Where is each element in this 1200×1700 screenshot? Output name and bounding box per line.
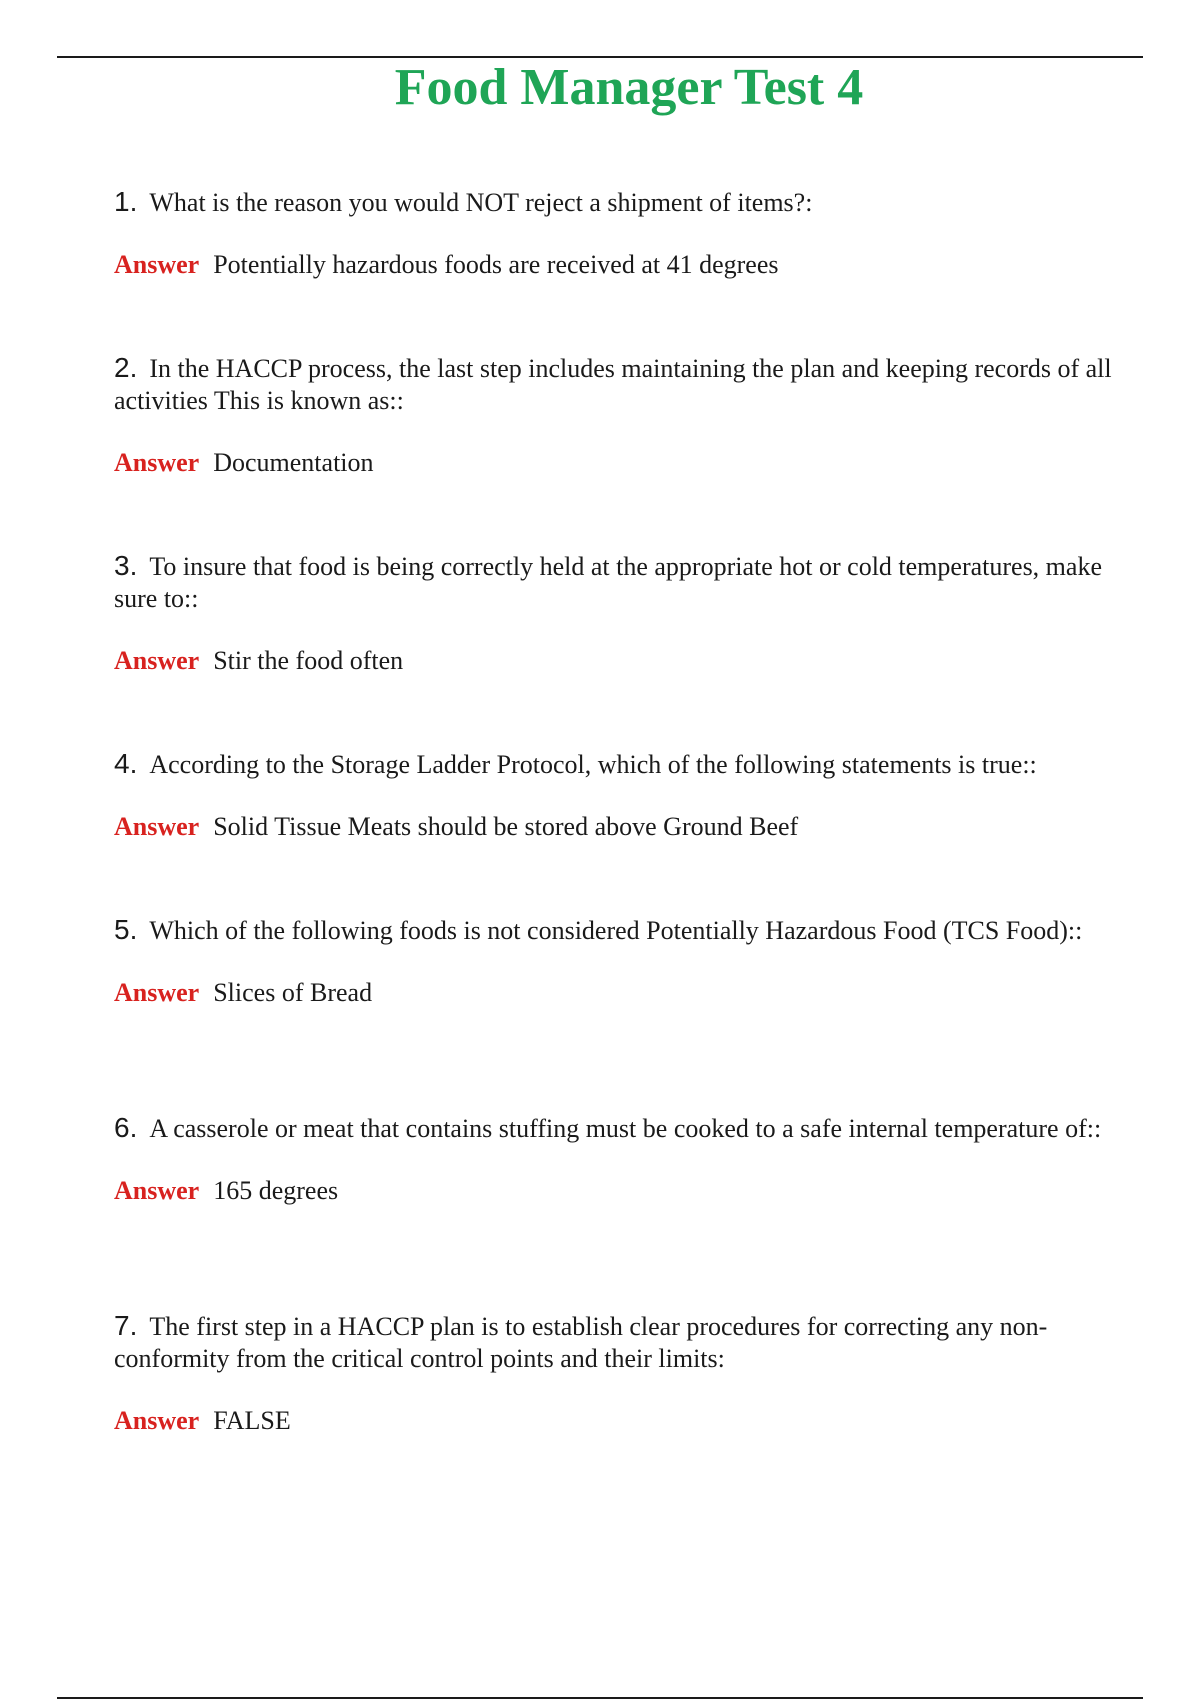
answer-line <box>114 1405 1134 1437</box>
answer-text: 165 degrees <box>213 1176 339 1205</box>
bottom-rule <box>57 1697 1143 1699</box>
question-block-6 <box>114 1112 1134 1207</box>
question-number: 3. <box>114 550 138 581</box>
answer-label: Answer <box>114 250 200 279</box>
question-text: 6. A casserole or meat that contains stuffing must be cooked to a safe internal temperature of:: <box>114 1112 1102 1143</box>
question-text: 7. The first step in a HACCP plan is to establish clear procedures for correcting any non-conformity from the critical control points and their limits: <box>114 1310 1048 1373</box>
answer-label: Answer <box>114 978 200 1007</box>
answer-text: Stir the food often <box>213 646 404 675</box>
answer-line <box>114 977 1134 1009</box>
answer-text: Slices of Bread <box>213 978 373 1007</box>
question-text: 1. What is the reason you would NOT reject a shipment of items?: <box>114 186 813 217</box>
question-text: 3. To insure that food is being correctly held at the appropriate hot or cold temperatures, make sure to:: <box>114 550 1102 613</box>
question-block-1 <box>114 186 1134 281</box>
answer-line <box>114 447 1134 479</box>
question-number: 1. <box>114 186 138 217</box>
question-block-7 <box>114 1310 1134 1437</box>
question-block-5 <box>114 914 1134 1009</box>
question-number: 6. <box>114 1112 138 1143</box>
answer-line <box>114 249 1134 281</box>
question-number: 5. <box>114 914 138 945</box>
question-block-4 <box>114 748 1134 843</box>
answer-line <box>114 1175 1134 1207</box>
answer-text: Documentation <box>213 448 374 477</box>
answer-line <box>114 811 1134 843</box>
answer-label: Answer <box>114 1406 200 1435</box>
answer-line <box>114 645 1134 677</box>
answer-label: Answer <box>114 646 200 675</box>
answer-text: FALSE <box>213 1406 291 1435</box>
question-block-3 <box>114 550 1134 677</box>
answer-label: Answer <box>114 1176 200 1205</box>
question-number: 7. <box>114 1310 138 1341</box>
question-block-2 <box>114 352 1134 479</box>
answer-label: Answer <box>114 812 200 841</box>
question-text: 2. In the HACCP process, the last step includes maintaining the plan and keeping records of all activities This is known as:: <box>114 352 1112 415</box>
question-text: 5. Which of the following foods is not considered Potentially Hazardous Food (TCS Food):: <box>114 914 1083 945</box>
answer-text: Potentially hazardous foods are received at 41 degrees <box>213 250 779 279</box>
question-text: 4. According to the Storage Ladder Protocol, which of the following statements is true:: <box>114 748 1037 779</box>
question-number: 4. <box>114 748 138 779</box>
question-number: 2. <box>114 352 138 383</box>
document-title: Food Manager Test 4 <box>394 59 864 116</box>
answer-label: Answer <box>114 448 200 477</box>
answer-text: Solid Tissue Meats should be stored above Ground Beef <box>213 812 799 841</box>
